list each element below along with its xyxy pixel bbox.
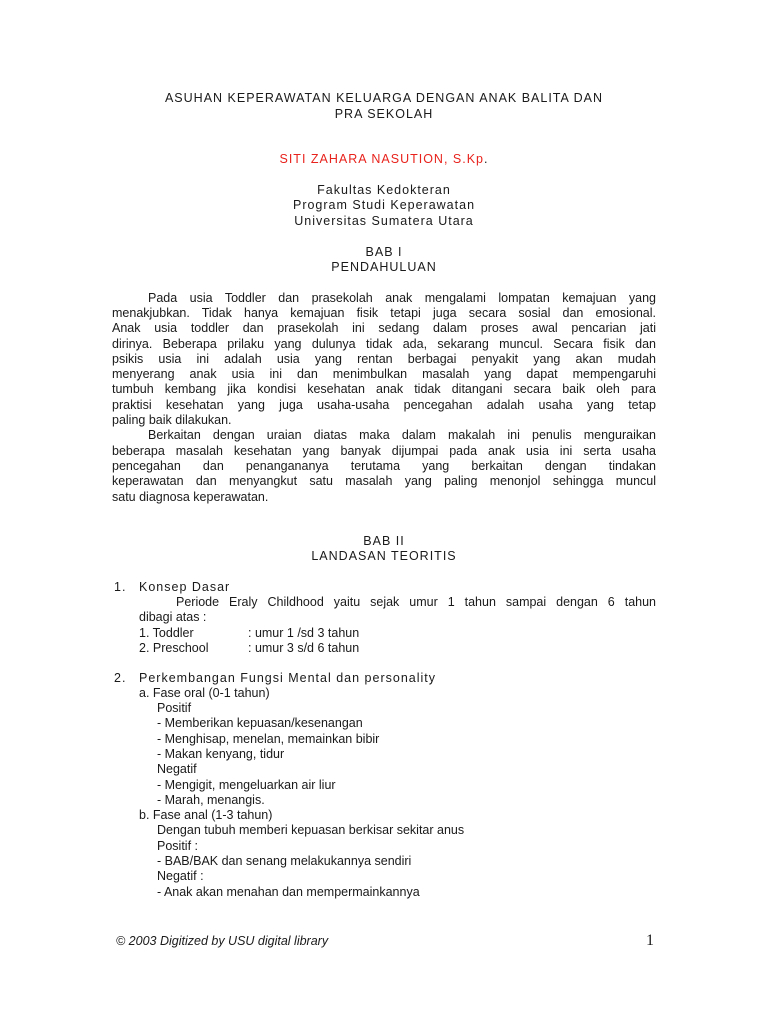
author-period: . [484, 152, 489, 166]
affiliation-faculty: Fakultas Kedokteran [317, 183, 451, 197]
paragraph1-line: tumbuh kembang jika kondisi kesehatan anak tidak ditangani secara baik oleh para [112, 382, 656, 396]
phase-a-positive-label: Positif [157, 701, 192, 715]
section1-number: 1. [114, 580, 127, 594]
list-item: - Mengigit, mengeluarkan air liur [157, 778, 336, 792]
list-item: - Marah, menangis. [157, 793, 265, 807]
section1-heading: Konsep Dasar [139, 580, 231, 594]
document-title-line-1: ASUHAN KEPERAWATAN KELUARGA DENGAN ANAK BALITA DAN [164, 91, 604, 105]
list-item: - Menghisap, menelan, memainkan bibir [157, 732, 380, 746]
paragraph1-line: paling baik dilakukan. [112, 413, 232, 427]
footer-copyright: © 2003 Digitized by USU digital library [116, 934, 329, 948]
bab1-number: BAB I [365, 245, 403, 259]
paragraph1-line: Anak usia toddler dan prasekolah ini sedang dalam proses awal pencarian jati [112, 321, 656, 335]
section2-heading: Perkembangan Fungsi Mental dan personality [139, 671, 437, 685]
section1-item-value: : umur 3 s/d 6 tahun [248, 641, 360, 655]
bab2-number: BAB II [363, 534, 405, 548]
document-title-line-2: PRA SEKOLAH [334, 107, 434, 121]
paragraph2-line: keperawatan dan menyangkut satu masalah yang paling menonjol sehingga muncul [112, 474, 656, 488]
list-item: - Makan kenyang, tidur [157, 747, 285, 761]
paragraph1-line: dirinya. Beberapa prilaku yang dulunya tidak ada, sekarang muncul. Secara fisik dan [112, 337, 656, 351]
paragraph2-line: pencegahan dan penangananya terutama yang berkaitan dengan tindakan [112, 459, 656, 473]
author-name [0, 152, 768, 166]
bab2-title: LANDASAN TEORITIS [311, 549, 457, 563]
section1-text: Periode Eraly Childhood yaitu sejak umur 1 tahun sampai dengan 6 tahun [176, 595, 656, 609]
list-item: - Memberikan kepuasan/kesenangan [157, 716, 363, 730]
list-item: - BAB/BAK dan senang melakukannya sendiri [157, 854, 412, 868]
paragraph1-line: Pada usia Toddler dan prasekolah anak mengalami lompatan kemajuan yang [148, 291, 656, 305]
paragraph2-line: beberapa masalah kesehatan yang banyak dijumpai pada anak usia ini serta usaha [112, 444, 656, 458]
phase-b-intro: Dengan tubuh memberi kepuasan berkisar sekitar anus [157, 823, 465, 837]
page-number: 1 [646, 932, 654, 949]
affiliation-program: Program Studi Keperawatan [292, 198, 476, 212]
paragraph1-line: psikis usia ini adalah usia yang rentan berbagai penyakit yang akan mudah [112, 352, 656, 366]
phase-b-positive-label: Positif : [157, 839, 198, 853]
section2-number: 2. [114, 671, 127, 685]
list-item: - Anak akan menahan dan mempermainkannya [157, 885, 420, 899]
phase-a-title: a. Fase oral (0-1 tahun) [139, 686, 270, 700]
phase-a-negative-label: Negatif [157, 762, 197, 776]
paragraph1-line: praktisi kesehatan yang juga usaha-usaha pencegahan adalah usaha yang tetap [112, 398, 656, 412]
author-name-text: SITI ZAHARA NASUTION, S.Kp [279, 152, 485, 166]
phase-b-negative-label: Negatif : [157, 869, 204, 883]
affiliation-university: Universitas Sumatera Utara [294, 214, 474, 228]
paragraph2-line: satu diagnosa keperawatan. [112, 490, 269, 504]
paragraph2-line: Berkaitan dengan uraian diatas maka dalam makalah ini penulis menguraikan [148, 428, 656, 442]
phase-b-title: b. Fase anal (1-3 tahun) [139, 808, 273, 822]
section1-item-value: : umur 1 /sd 3 tahun [248, 626, 360, 640]
section1-text: dibagi atas : [139, 610, 207, 624]
section1-item-label: 1. Toddler [139, 626, 194, 640]
paragraph1-line: menakjubkan. Tidak hanya kemajuan fisik tetapi juga secara sosial dan emosional. [112, 306, 656, 320]
paragraph1-line: menyerang anak usia ini dan menimbulkan masalah yang dapat mempengaruhi [112, 367, 656, 381]
bab1-title: PENDAHULUAN [331, 260, 437, 274]
section1-item-label: 2. Preschool [139, 641, 209, 655]
